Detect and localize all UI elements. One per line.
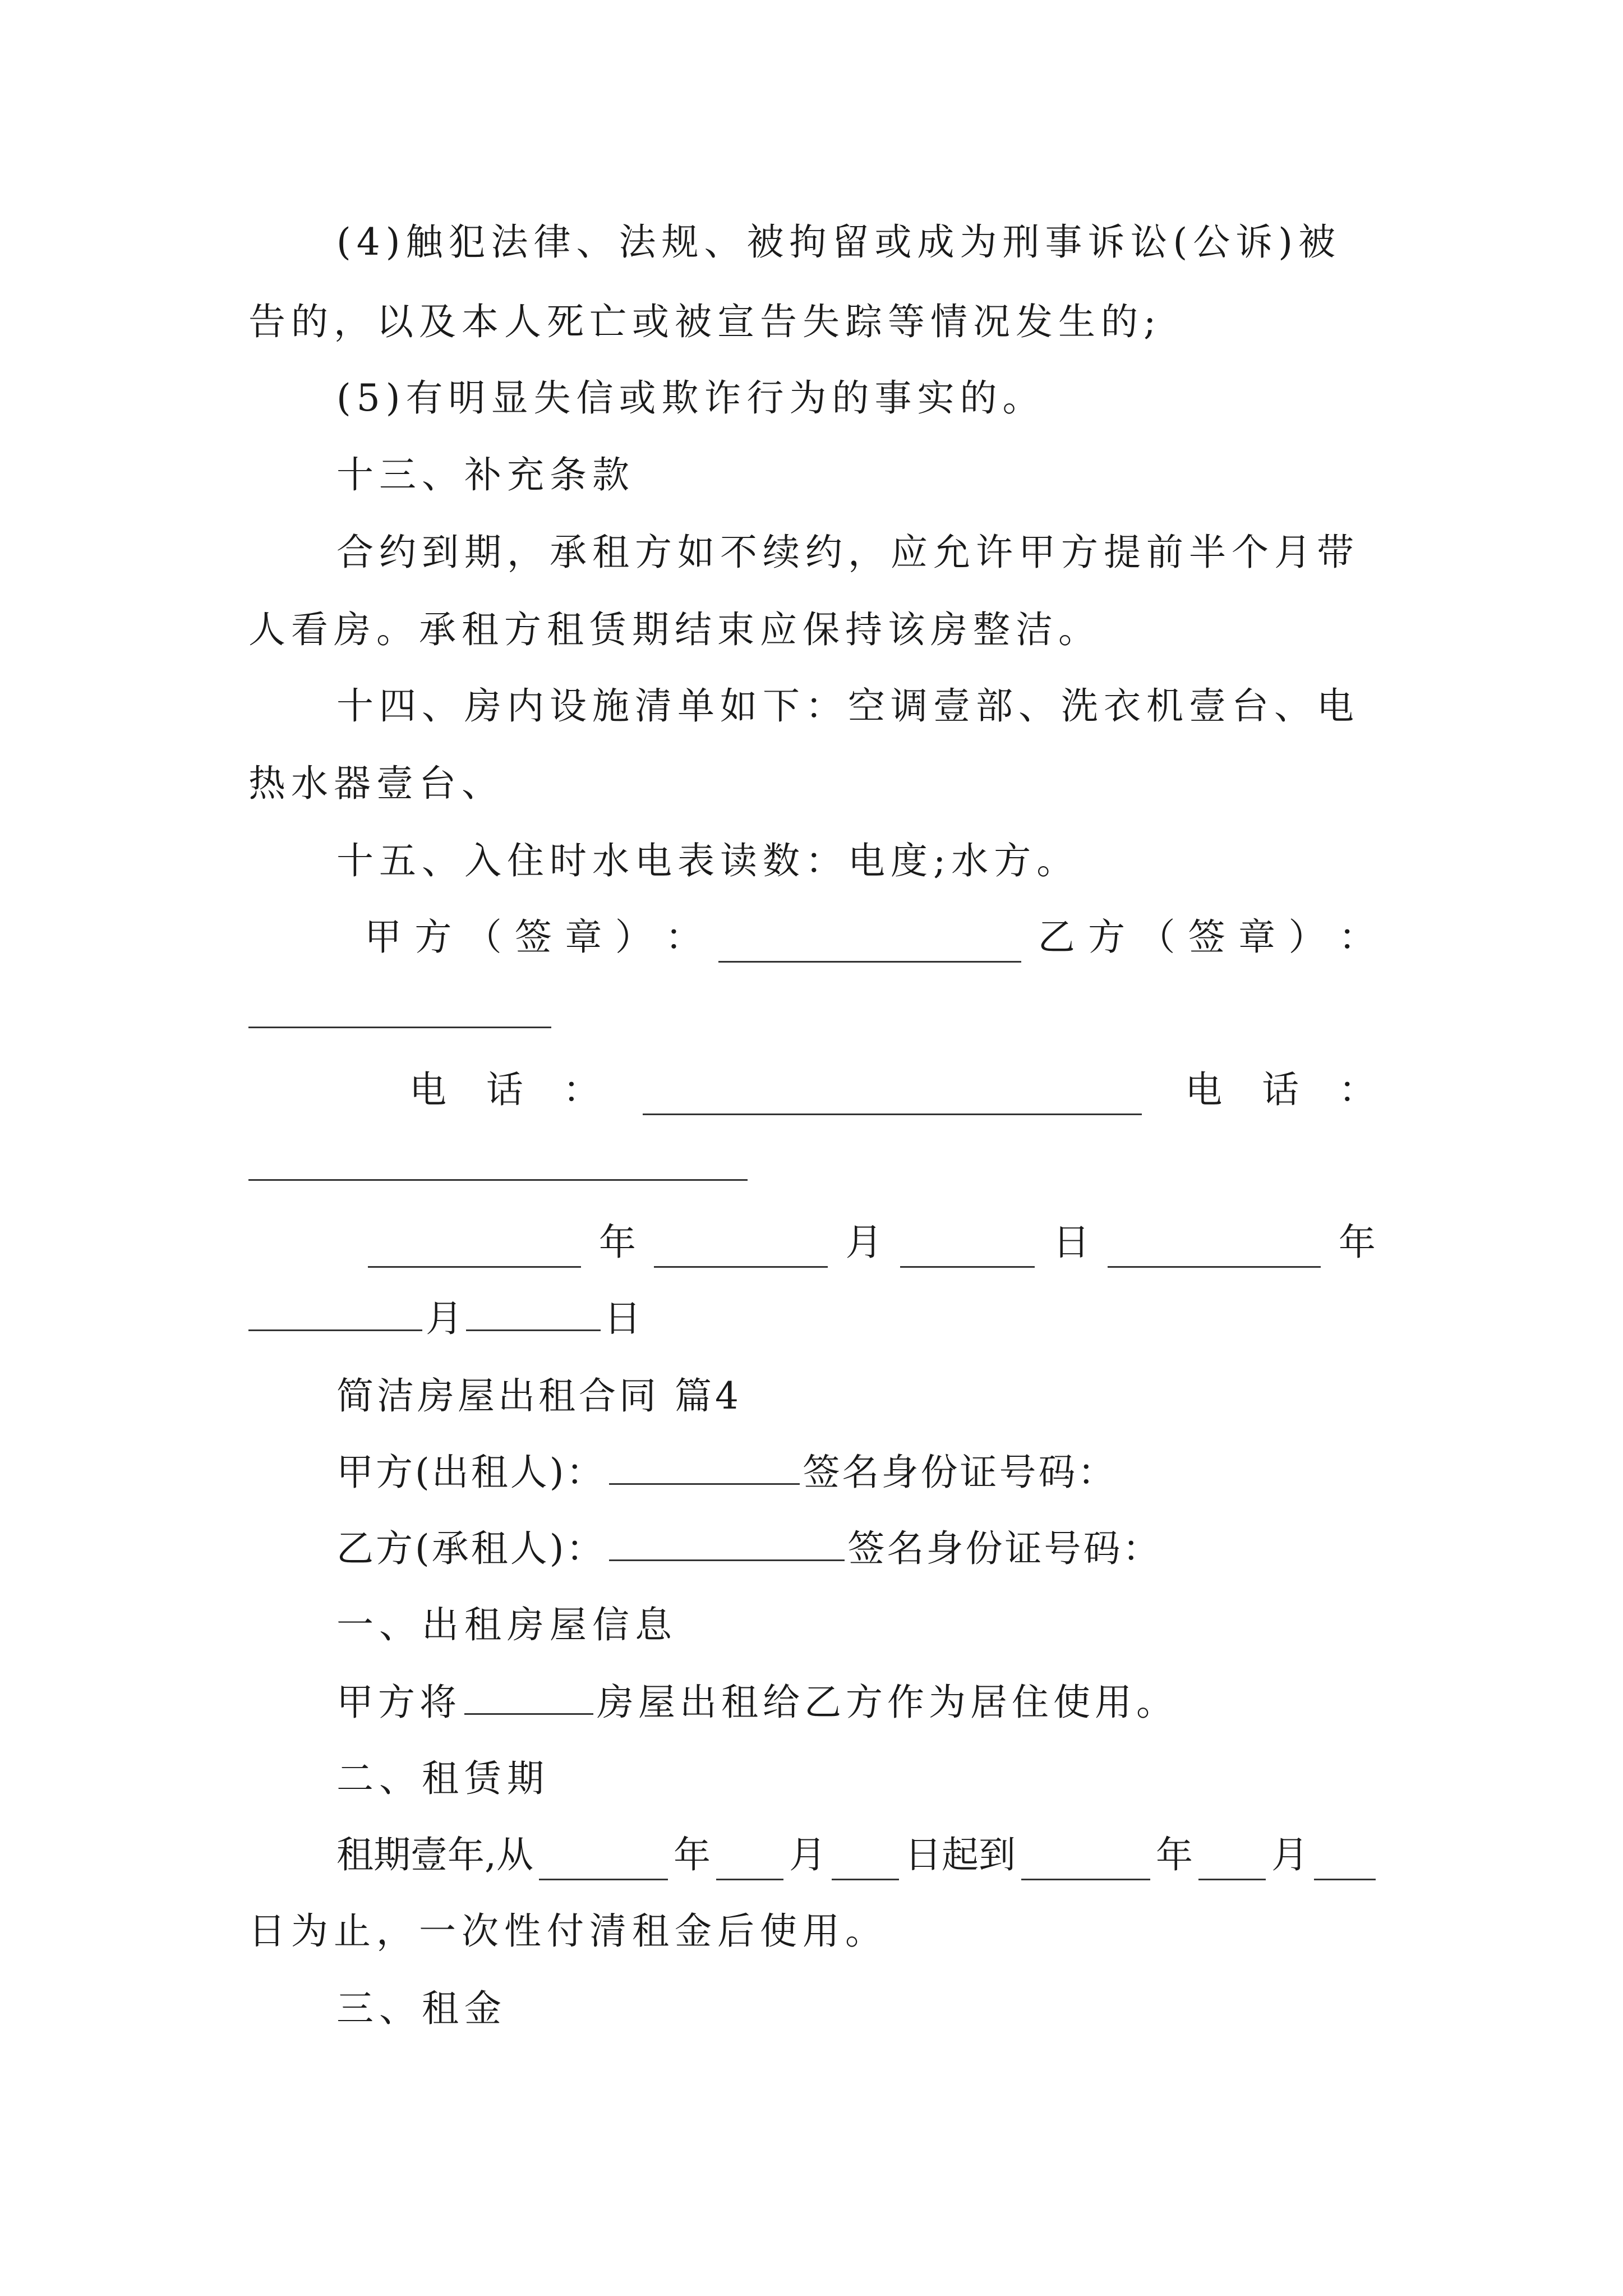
party-a-char: ： — [665, 915, 703, 959]
party-b-char: 签 — [1188, 915, 1225, 959]
paragraph-line: 日为止，一次性付清租金后使用。 — [248, 1910, 888, 1953]
year-b-blank[interactable] — [1108, 1231, 1321, 1268]
paragraph-line: 十四、房内设施清单如下：空调壹部、洗衣机壹台、电 — [336, 684, 1359, 728]
phone-a-char: 电 — [409, 1068, 446, 1111]
month-b-blank[interactable] — [248, 1295, 422, 1331]
party-a-char: 方 — [414, 915, 452, 959]
rent-prefix: 甲方将 — [336, 1681, 461, 1724]
paragraph-line: (4)触犯法律、法规、被拘留或成为刑事诉讼(公诉)被 — [336, 220, 1341, 264]
lessee-name-blank[interactable] — [609, 1525, 845, 1561]
day-label: 日 — [1053, 1221, 1090, 1264]
period-line — [336, 1830, 1376, 1880]
year-label: 年 — [598, 1221, 636, 1264]
date-row — [365, 1217, 1376, 1268]
party-b-char: 乙 — [1038, 915, 1075, 959]
period-year: 年 — [673, 1833, 711, 1876]
party-a-char: 章 — [565, 915, 602, 959]
month-label: 月 — [426, 1297, 463, 1340]
lessor-name-blank[interactable] — [609, 1448, 800, 1485]
phone-b-char: 电 — [1185, 1068, 1223, 1111]
paragraph-line: 人看房。承租方租赁期结束应保持该房整洁。 — [248, 608, 1101, 651]
start-month-blank[interactable] — [716, 1844, 783, 1880]
paragraph-line: 热水器壹台、 — [248, 762, 504, 805]
id-label: 签名身份证号码： — [847, 1527, 1162, 1570]
id-label: 签名身份证号码： — [803, 1451, 1117, 1494]
paragraph-line: 告的，以及本人死亡或被宣告失踪等情况发生的; — [248, 300, 1162, 343]
party-b-char: 章 — [1238, 915, 1276, 959]
party-b-char: （ — [1138, 915, 1175, 959]
month-a-blank[interactable] — [654, 1231, 828, 1268]
start-year-blank[interactable] — [539, 1844, 668, 1880]
party-a-char: 签 — [515, 915, 552, 959]
party-a-char: （ — [464, 915, 502, 959]
phone-b-blank[interactable] — [248, 1179, 748, 1181]
party-b-char: ： — [1338, 915, 1376, 959]
lessee-line — [336, 1524, 1464, 1574]
end-month-blank[interactable] — [1198, 1844, 1266, 1880]
lessor-label: 甲方(出租人)： — [336, 1451, 606, 1494]
rent-line — [336, 1677, 1464, 1728]
signature-row — [365, 912, 1376, 963]
section-title: 简洁房屋出租合同 篇4 — [336, 1374, 742, 1418]
period-prefix: 租期壹年,从 — [336, 1833, 533, 1876]
section-heading: 二、租赁期 — [336, 1757, 550, 1800]
lessor-line — [336, 1447, 1464, 1498]
party-a-char: ） — [615, 915, 652, 959]
section-heading: 十三、补充条款 — [336, 453, 635, 496]
party-a-signature-blank[interactable] — [718, 926, 1021, 963]
year-label: 年 — [1338, 1221, 1376, 1264]
start-day-blank[interactable] — [832, 1844, 899, 1880]
month-label: 月 — [845, 1221, 883, 1264]
paragraph-line: 合约到期，承租方如不续约，应允许甲方提前半个月带 — [336, 531, 1359, 574]
paragraph-line: (5)有明显失信或欺诈行为的事实的。 — [336, 376, 1045, 420]
period-year: 年 — [1155, 1833, 1193, 1876]
period-month: 月 — [789, 1833, 826, 1876]
period-start: 日起到 — [904, 1833, 1016, 1876]
phone-row — [409, 1065, 1376, 1115]
phone-a-blank[interactable] — [643, 1079, 1142, 1115]
phone-a-char: ： — [562, 1068, 600, 1111]
end-year-blank[interactable] — [1021, 1844, 1150, 1880]
rent-suffix: 房屋出租给乙方作为居住使用。 — [597, 1681, 1178, 1724]
phone-b-char: ： — [1338, 1068, 1376, 1111]
phone-b-char: 话 — [1262, 1068, 1299, 1111]
section-heading: 三、租金 — [336, 1987, 507, 2030]
day-a-blank[interactable] — [900, 1231, 1035, 1268]
end-day-blank[interactable] — [1314, 1844, 1376, 1880]
house-address-blank[interactable] — [464, 1678, 593, 1715]
section-heading: 一、出租房屋信息 — [336, 1603, 677, 1646]
party-b-signature-blank[interactable] — [248, 1027, 551, 1028]
paragraph-line: 十五、入住时水电表读数：电度;水方。 — [336, 839, 1080, 882]
period-month: 月 — [1271, 1833, 1308, 1876]
lessee-label: 乙方(承租人)： — [336, 1527, 606, 1570]
party-b-char: ） — [1288, 915, 1326, 959]
party-b-char: 方 — [1088, 915, 1126, 959]
day-label: 日 — [604, 1297, 641, 1340]
party-a-char: 甲 — [365, 915, 402, 959]
phone-a-char: 话 — [486, 1068, 523, 1111]
day-b-blank[interactable] — [466, 1295, 601, 1331]
date-row-continued — [248, 1294, 1376, 1344]
year-a-blank[interactable] — [368, 1231, 581, 1268]
